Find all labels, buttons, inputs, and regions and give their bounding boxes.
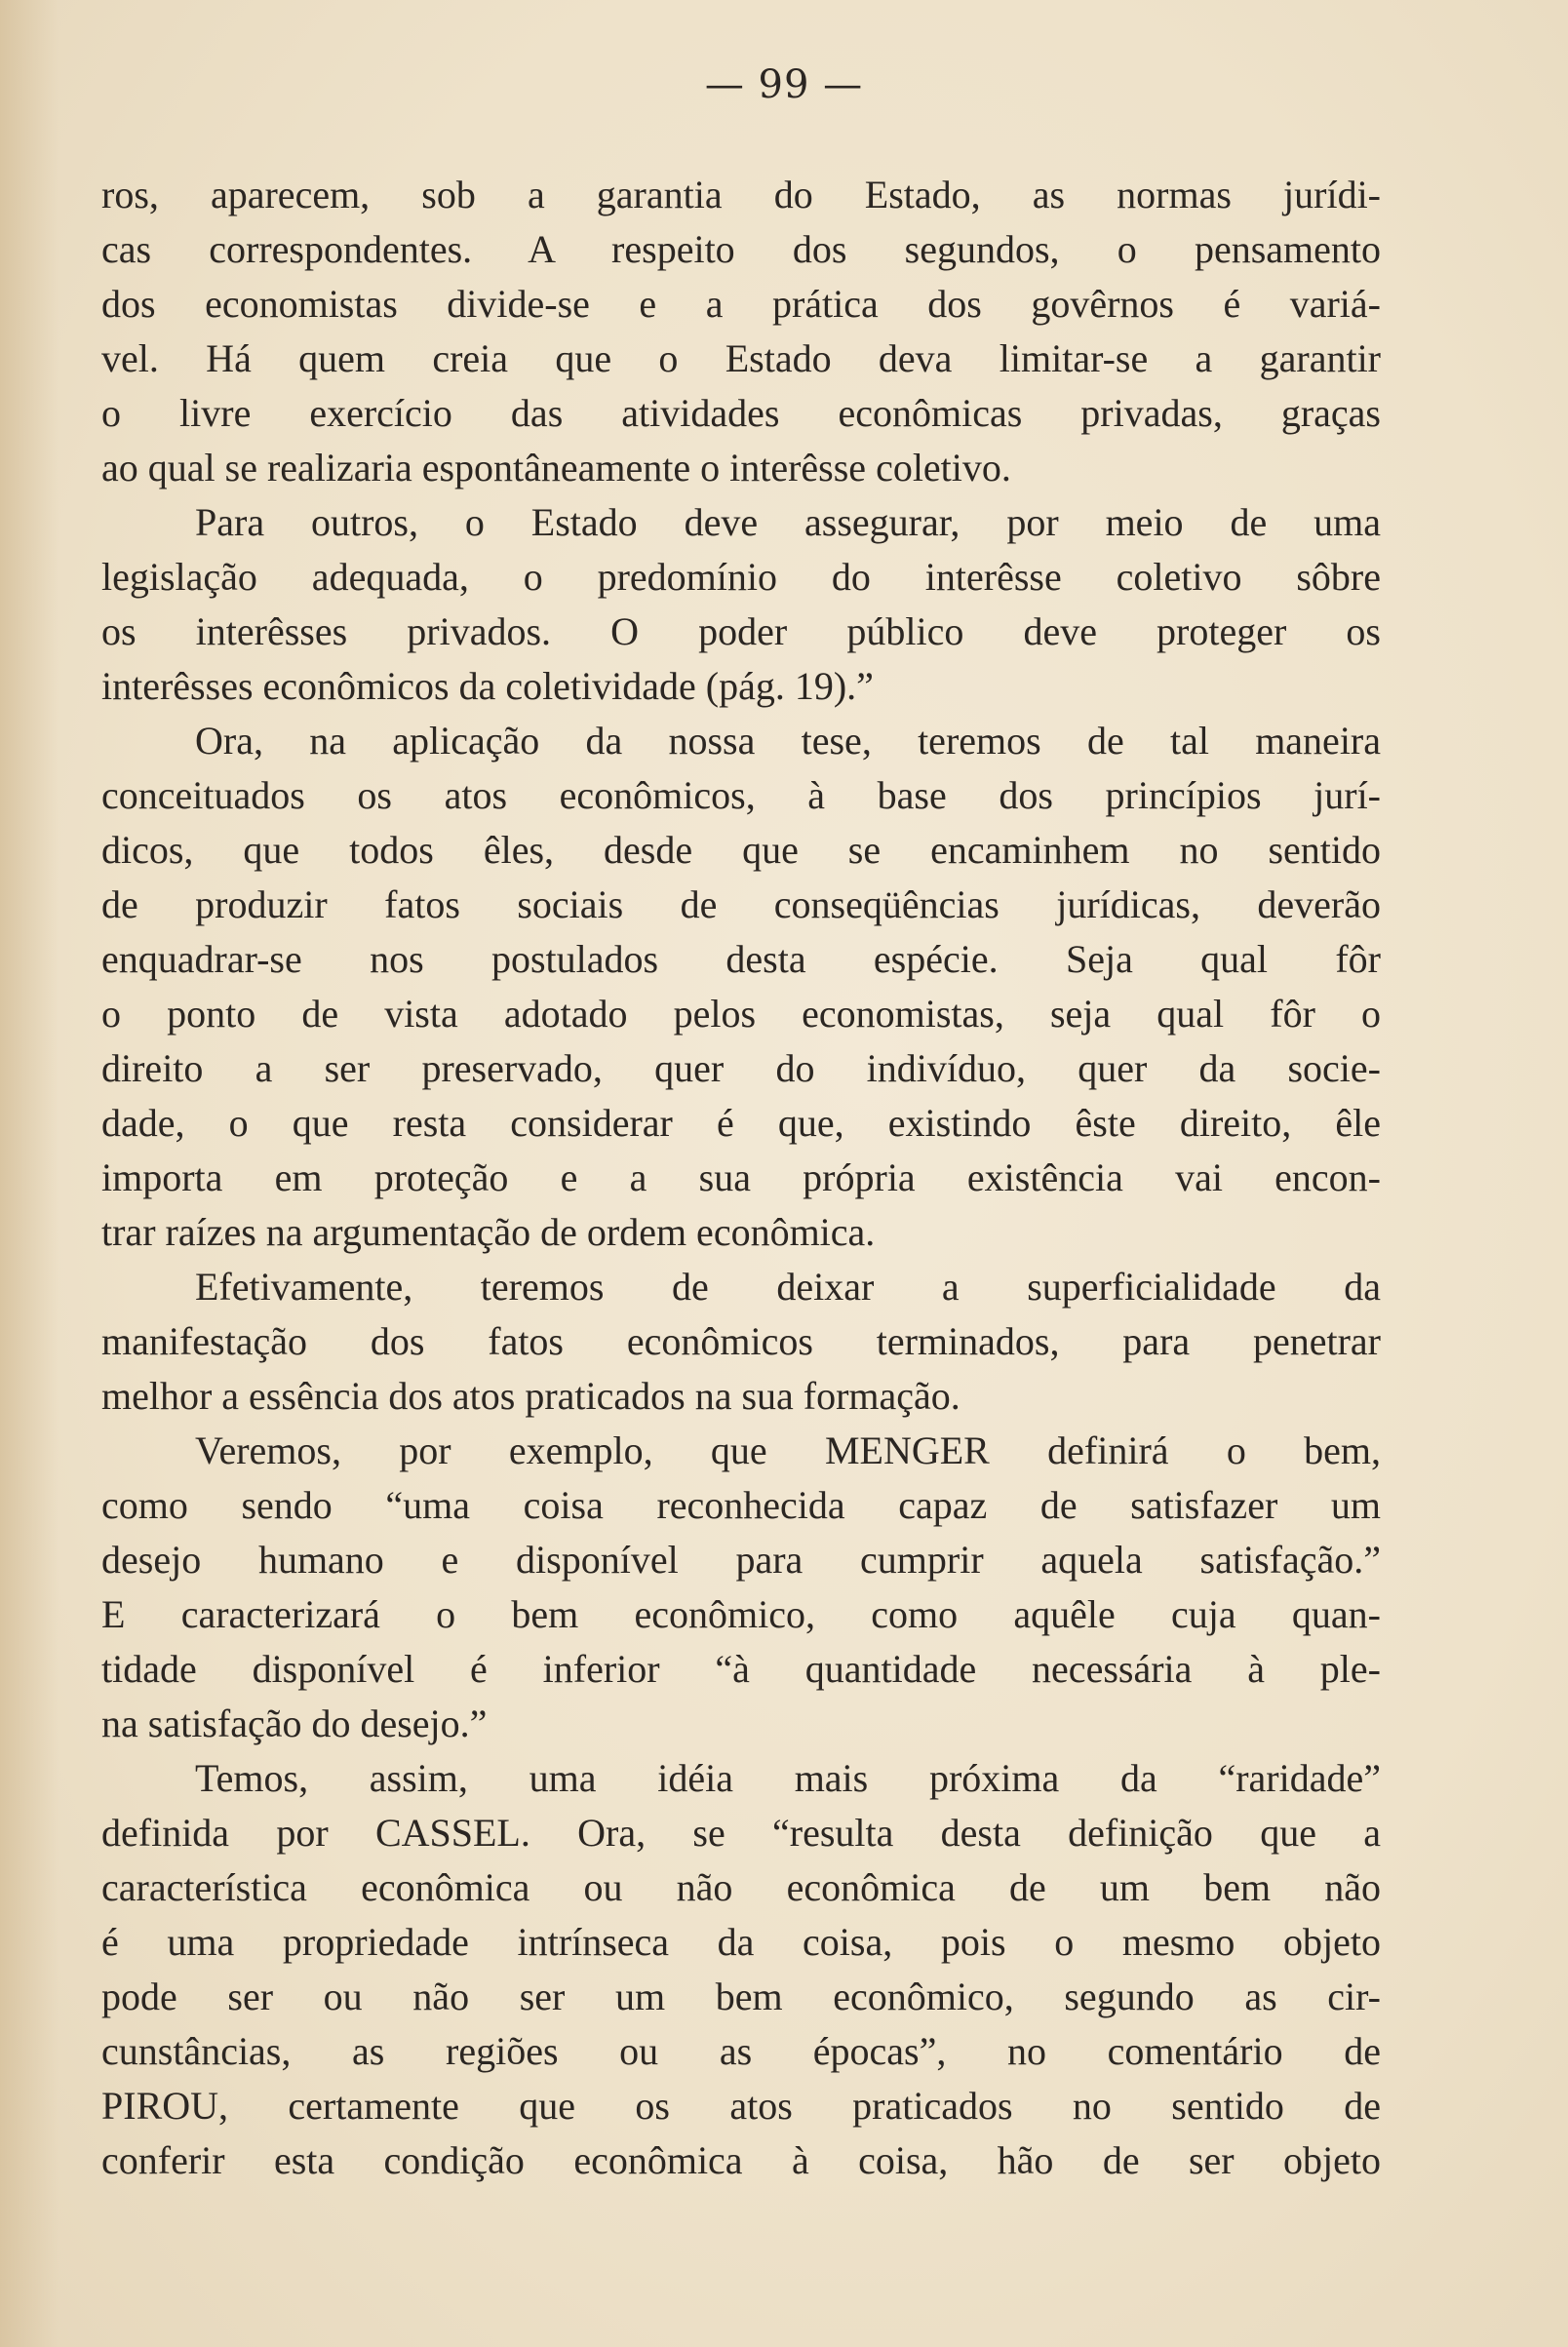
text-line: Temos, assim, uma idéia mais próxima da “raridade” — [195, 1756, 1381, 1800]
text-line: cas correspondentes. A respeito dos segundos, o pensamento — [101, 227, 1381, 271]
text-line: os interêsses privados. O poder público deve proteger os — [101, 609, 1381, 653]
text-line: de produzir fatos sociais de conseqüências jurídicas, deverão — [101, 882, 1381, 926]
body-text — [101, 168, 1381, 2188]
text-line: melhor a essência dos atos praticados na sua formação. — [101, 1374, 960, 1418]
text-line: enquadrar-se nos postulados desta espécie. Seja qual fôr — [101, 937, 1381, 981]
text-line: E caracterizará o bem econômico, como aquêle cuja quan- — [101, 1592, 1381, 1636]
text-line: Efetivamente, teremos de deixar a superficialidade da — [195, 1265, 1381, 1309]
text-line: importa em proteção e a sua própria existência vai encon- — [101, 1155, 1381, 1199]
text-line: conceituados os atos econômicos, à base dos princípios jurí- — [101, 773, 1381, 817]
text-line: legislação adequada, o predomínio do interêsse coletivo sôbre — [101, 555, 1381, 599]
text-line: Ora, na aplicação da nossa tese, teremos de tal maneira — [195, 719, 1381, 763]
page-number: — 99 — — [704, 62, 864, 107]
text-line: desejo humano e disponível para cumprir aquela satisfação.” — [101, 1538, 1381, 1582]
text-line: dicos, que todos êles, desde que se encaminhem no sentido — [101, 828, 1381, 872]
text-line: definida por CASSEL. Ora, se “resulta desta definição que a — [101, 1811, 1381, 1855]
text-line: vel. Há quem creia que o Estado deva limitar-se a garantir — [101, 336, 1381, 380]
text-line: trar raízes na argumentação de ordem econômica. — [101, 1210, 876, 1254]
text-line: é uma propriedade intrínseca da coisa, pois o mesmo objeto — [101, 1920, 1381, 1964]
text-line: direito a ser preservado, quer do indivíduo, quer da socie- — [101, 1046, 1381, 1090]
text-line: na satisfação do desejo.” — [101, 1702, 488, 1745]
text-line: o livre exercício das atividades econômicas privadas, graças — [101, 391, 1381, 435]
page-edge-shadow — [0, 0, 59, 2347]
text-line: cunstâncias, as regiões ou as épocas”, no comentário de — [101, 2029, 1381, 2073]
text-line: característica econômica ou não econômica de um bem não — [101, 1865, 1381, 1909]
text-line: ros, aparecem, sob a garantia do Estado, as normas jurídi- — [101, 173, 1381, 216]
text-line: Para outros, o Estado deve assegurar, por meio de uma — [195, 500, 1381, 544]
text-line: PIROU, certamente que os atos praticados no sentido de — [101, 2084, 1381, 2128]
text-line: tidade disponível é inferior “à quantidade necessária à ple- — [101, 1647, 1381, 1691]
text-line: dos economistas divide-se e a prática dos govêrnos é variá- — [101, 282, 1381, 326]
text-line: conferir esta condição econômica à coisa, hão de ser objeto — [101, 2138, 1381, 2182]
text-line: manifestação dos fatos econômicos terminados, para penetrar — [101, 1319, 1381, 1363]
text-line: como sendo “uma coisa reconhecida capaz de satisfazer um — [101, 1483, 1381, 1527]
text-line: interêsses econômicos da coletividade (pág. 19).” — [101, 664, 874, 708]
text-line: o ponto de vista adotado pelos economistas, seja qual fôr o — [101, 992, 1381, 1036]
text-line: ao qual se realizaria espontâneamente o interêsse coletivo. — [101, 446, 1011, 489]
text-line: pode ser ou não ser um bem econômico, segundo as cir- — [101, 1975, 1381, 2018]
text-line: dade, o que resta considerar é que, existindo êste direito, êle — [101, 1101, 1381, 1145]
text-line: Veremos, por exemplo, que MENGER definirá o bem, — [195, 1428, 1381, 1472]
